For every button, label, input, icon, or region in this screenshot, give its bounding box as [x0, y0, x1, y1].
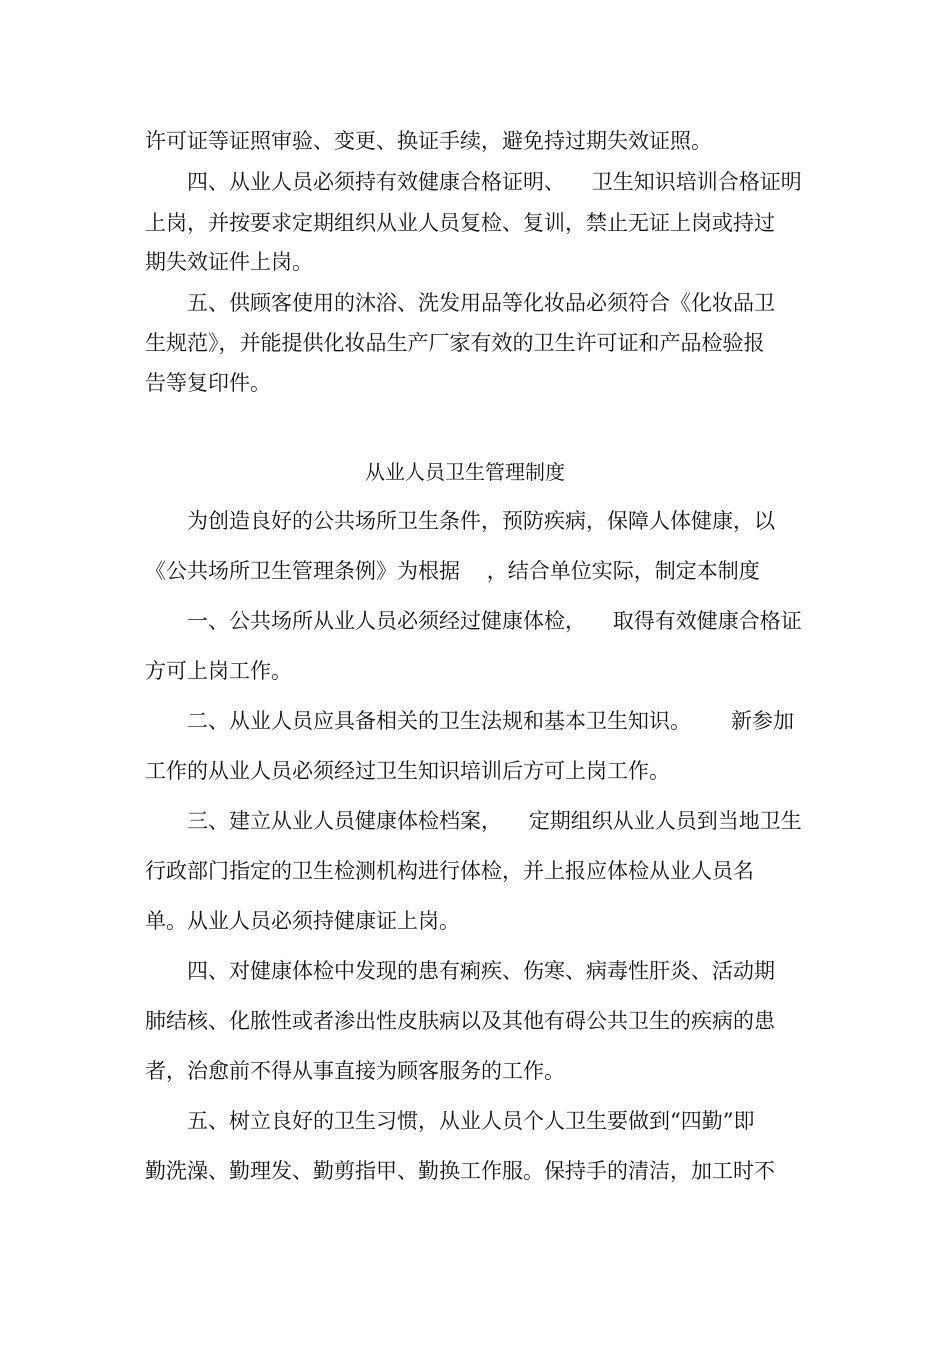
text-line: 三、建立从业人员健康体检档案， 定期组织从业人员到当地卫生 [187, 809, 802, 833]
text-line: 告等复印件。 [145, 371, 271, 395]
text-line: 四、从业人员必须持有效健康合格证明、 卫生知识培训合格证明 [187, 170, 802, 194]
text-line: 工作的从业人员必须经过卫生知识培训后方可上岗工作。 [145, 759, 670, 783]
text-line: 五、树立良好的卫生习惯，从业人员个人卫生要做到“四勤”即 [187, 1109, 755, 1133]
text-line: 二、从业人员应具备相关的卫生法规和基本卫生知识。 新参加 [187, 709, 795, 733]
section-title: 从业人员卫生管理制度 [365, 460, 565, 484]
text-line: 肺结核、化脓性或者渗出性皮肤病以及其他有碍公共卫生的疾病的患 [145, 1009, 775, 1033]
text-line: 者，治愈前不得从事直接为顾客服务的工作。 [145, 1059, 565, 1083]
text-line: 生规范》，并能提供化妆品生产厂家有效的卫生许可证和产品检验报 [145, 331, 765, 355]
text-line: 期失效证件上岗。 [145, 250, 313, 274]
text-line: 勤洗澡、勤理发、勤剪指甲、勤换工作服。保持手的清洁，加工时不 [145, 1159, 775, 1183]
text-line: 为创造良好的公共场所卫生条件，预防疾病，保障人体健康，以 [187, 509, 775, 533]
text-line: 上岗，并按要求定期组织从业人员复检、复训，禁止无证上岗或持过 [145, 211, 775, 235]
text-line: 五、供顾客使用的沐浴、洗发用品等化妆品必须符合《化妆品卫 [187, 291, 775, 315]
text-line: 行政部门指定的卫生检测机构进行体检，并上报应体检从业人员名 [145, 859, 754, 883]
text-line: 许可证等证照审验、变更、换证手续，避免持过期失效证照。 [145, 129, 712, 153]
text-line: 四、对健康体检中发现的患有痢疾、伤寒、病毒性肝炎、活动期 [187, 959, 775, 983]
text-line: 《公共场所卫生管理条例》为根据 ，结合单位实际，制定本制度 [145, 559, 760, 583]
text-line: 一、公共场所从业人员必须经过健康体检， 取得有效健康合格证 [187, 609, 802, 633]
text-line: 单。从业人员必须持健康证上岗。 [145, 909, 460, 933]
text-line: 方可上岗工作。 [145, 659, 292, 683]
